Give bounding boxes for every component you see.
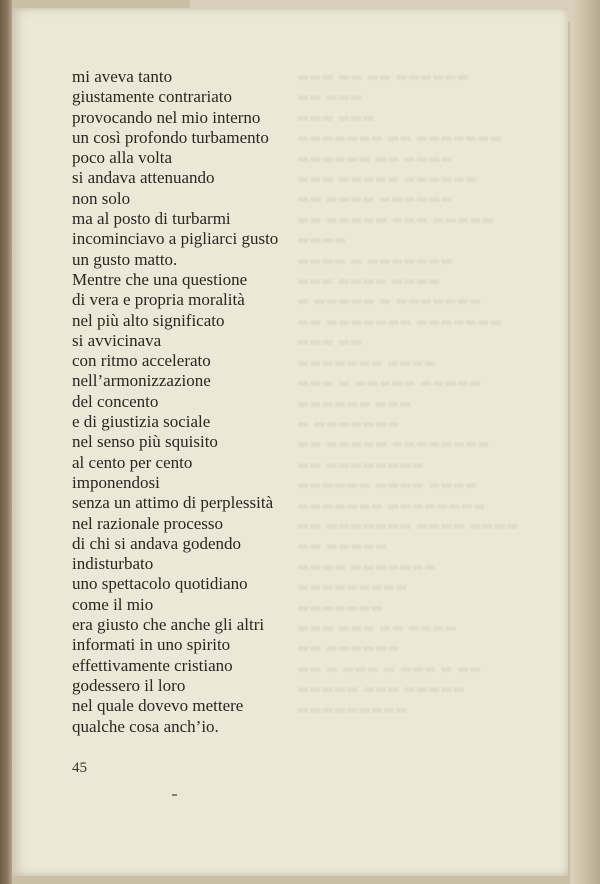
poem-line: giustamente contrariato [72,87,233,107]
poem-line: provocando nel mio interno [72,107,261,127]
poem-line: incominciavo a pigliarci gusto [72,229,279,249]
poem-line: informati in uno spirito [72,635,231,655]
poem-line: si andava attenuando [72,168,215,188]
poem-line: indisturbato [72,554,154,574]
poem-line: ma al posto di turbarmi [72,209,231,229]
poem-line: godessero il loro [72,675,186,695]
poem-line: al cento per cento [72,452,193,472]
poem-line: un gusto matto. [72,249,178,269]
poem-text [72,67,278,737]
poem-line: poco alla volta [72,148,173,168]
book-cover-right [570,0,600,884]
poem-line: senza un attimo di perplessità [72,493,274,513]
poem-line: uno spettacolo quotidiano [72,574,248,594]
poem-line: di vera e propria moralità [72,290,245,310]
poem-line: Mentre che una questione [72,269,248,289]
poem-line: un così profondo turbamento [72,127,269,147]
poem-line: nel senso più squisito [72,432,218,452]
book-page [12,8,568,876]
poem-line: nel quale dovevo mettere [72,696,244,716]
book-cover-edge [0,0,12,884]
poem-line: e di giustizia sociale [72,412,211,432]
poem-line: con ritmo accelerato [72,351,211,371]
poem-line: come il mio [72,594,154,614]
poem-line: nel più alto significato [72,310,225,330]
poem-line: effettivamente cristiano [72,655,233,675]
poem-line: del concento [72,391,159,411]
show-through-text: ▬▬▬ ▬▬ ▬▬ ▬▬▬▬▬▬ ▬▬ ▬▬▬ ▬▬▬ ▬▬▬ ▬▬▬▬▬▬▬ ▬▬ ▬▬▬▬▬▬▬ ▬▬▬▬▬▬ ▬▬ ▬▬▬▬ ▬▬▬ ▬▬▬▬▬ ▬▬▬▬▬▬ ▬▬ ▬▬▬▬ ▬▬▬▬▬▬ ▬▬ ▬▬▬▬▬ ▬▬▬ ▬▬▬▬▬ ▬▬▬▬ ▬▬▬▬ ▬ ▬▬▬▬▬▬▬ ▬▬▬ ▬▬▬▬ ▬▬▬▬ ▬ ▬▬▬▬▬ ▬ ▬▬▬▬▬▬▬ ▬▬ ▬▬▬▬▬▬▬ ▬▬▬▬▬▬▬ ▬▬▬ ▬▬ ▬▬▬▬▬▬▬ ▬▬▬▬ ▬▬▬ ▬ ▬▬▬▬▬ ▬▬▬▬▬ ▬▬▬▬▬▬ ▬▬▬ ▬ ▬▬▬▬▬▬▬ ▬▬ ▬▬▬▬▬ ▬▬▬▬▬▬▬▬ ▬▬ ▬▬▬▬▬▬▬▬ ▬▬▬▬▬▬ ▬▬▬▬ ▬▬▬▬ ▬▬▬▬▬▬▬ ▬▬▬▬▬▬▬▬ ▬▬ ▬▬▬▬▬▬▬ ▬▬▬▬ ▬▬▬▬ ▬▬ ▬▬▬▬▬ ▬▬▬▬ ▬▬▬▬▬▬▬ ▬▬▬▬▬▬▬▬▬ ▬▬▬▬▬▬▬ ▬▬▬ ▬▬▬ ▬▬ ▬▬▬▬ ▬▬ ▬▬▬▬▬▬ ▬▬ ▬ ▬▬▬ ▬ ▬▬▬ ▬ ▬▬ ▬▬▬▬▬ ▬▬▬ ▬▬▬▬▬ ▬▬▬▬▬▬▬▬▬ [297,70,519,718]
poem-line: imponendosi [72,472,160,492]
page-number: 45 [72,760,87,776]
poem-line: mi aveva tanto [72,67,173,86]
poem-line: non solo [72,188,131,208]
poem-line: si avvicinava [72,330,162,350]
poem-line: era giusto che anche gli altri [72,615,265,635]
poem-line: nell’armonizzazione [72,371,211,391]
poem-line: di chi si andava godendo [72,533,242,553]
ink-speck [172,794,177,796]
poem-line: qualche cosa anch’io. [72,716,219,736]
poem-line: nel razionale processo [72,513,224,533]
